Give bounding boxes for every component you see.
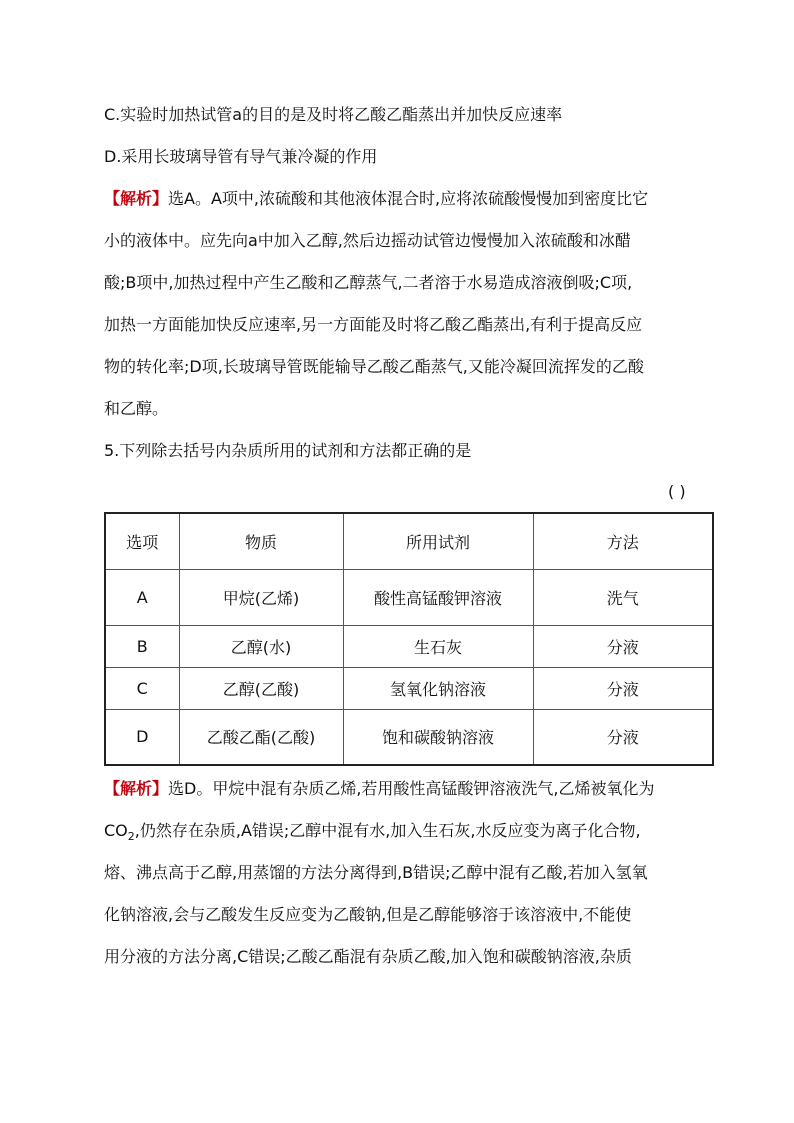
analysis-1-line-2: 小的液体中。应先向a中加入乙醇,然后边摇动试管边慢慢加入浓硫酸和冰醋	[104, 231, 631, 250]
options-table	[104, 512, 714, 766]
table-header: 所用试剂	[343, 513, 533, 569]
table-cell: 乙醇(乙酸)	[179, 667, 343, 709]
table-cell: 分液	[533, 667, 713, 709]
table-cell: C	[105, 667, 179, 709]
question-5-stem: 5.下列除去括号内杂质所用的试剂和方法都正确的是	[104, 441, 472, 460]
table-row	[105, 625, 713, 667]
table-header-row	[105, 513, 713, 569]
table-cell: A	[105, 569, 179, 625]
table-cell: 饱和碳酸钠溶液	[343, 709, 533, 765]
table-cell: D	[105, 709, 179, 765]
table-cell: 酸性高锰酸钾溶液	[343, 569, 533, 625]
table-header: 物质	[179, 513, 343, 569]
analysis-2-line-5: 用分液的方法分离,C错误;乙酸乙酯混有杂质乙酸,加入饱和碳酸钠溶液,杂质	[104, 947, 632, 966]
table-cell: 分液	[533, 625, 713, 667]
analysis-tag: 【解析】	[104, 189, 169, 208]
answer-blank: ( )	[668, 482, 686, 501]
table-cell: 乙醇(水)	[179, 625, 343, 667]
analysis-1-line-3: 酸;B项中,加热过程中产生乙酸和乙醇蒸气,二者溶于水易造成溶液倒吸;C项,	[104, 273, 633, 292]
analysis-2-line-1: 【解析】选D。甲烷中混有杂质乙烯,若用酸性高锰酸钾溶液洗气,乙烯被氧化为	[104, 779, 655, 798]
table-cell: 洗气	[533, 569, 713, 625]
option-d: D.采用长玻璃导管有导气兼冷凝的作用	[104, 147, 378, 166]
table-cell: B	[105, 625, 179, 667]
analysis-2-line-3: 熔、沸点高于乙醇,用蒸馏的方法分离得到,B错误;乙醇中混有乙酸,若加入氢氧	[104, 863, 648, 882]
table-cell: 氢氧化钠溶液	[343, 667, 533, 709]
analysis-1-line-5: 物的转化率;D项,长玻璃导管既能输导乙酸乙酯蒸气,又能冷凝回流挥发的乙酸	[104, 357, 644, 376]
option-c: C.实验时加热试管a的目的是及时将乙酸乙酯蒸出并加快反应速率	[104, 105, 563, 124]
co2-formula: $CO_2$	[104, 821, 135, 844]
table-cell: 分液	[533, 709, 713, 765]
analysis-1-line-6: 和乙醇。	[104, 399, 169, 418]
analysis-1-line-4: 加热一方面能加快反应速率,另一方面能及时将乙酸乙酯蒸出,有利于提高反应	[104, 315, 643, 334]
table-row	[105, 709, 713, 765]
analysis-tag: 【解析】	[104, 779, 169, 798]
table-cell: 甲烷(乙烯)	[179, 569, 343, 625]
analysis-2-line-2: $CO_2$,仍然存在杂质,A错误;乙醇中混有水,加入生石灰,水反应变为离子化合物,	[104, 821, 641, 844]
table-cell: 乙酸乙酯(乙酸)	[179, 709, 343, 765]
analysis-1-line-1: 【解析】选A。A项中,浓硫酸和其他液体混合时,应将浓硫酸慢慢加到密度比它	[104, 189, 649, 208]
table-row	[105, 569, 713, 625]
table-header: 选项	[105, 513, 179, 569]
table-header: 方法	[533, 513, 713, 569]
table-cell: 生石灰	[343, 625, 533, 667]
table-row	[105, 667, 713, 709]
analysis-2-line-4: 化钠溶液,会与乙酸发生反应变为乙酸钠,但是乙醇能够溶于该溶液中,不能使	[104, 905, 632, 924]
